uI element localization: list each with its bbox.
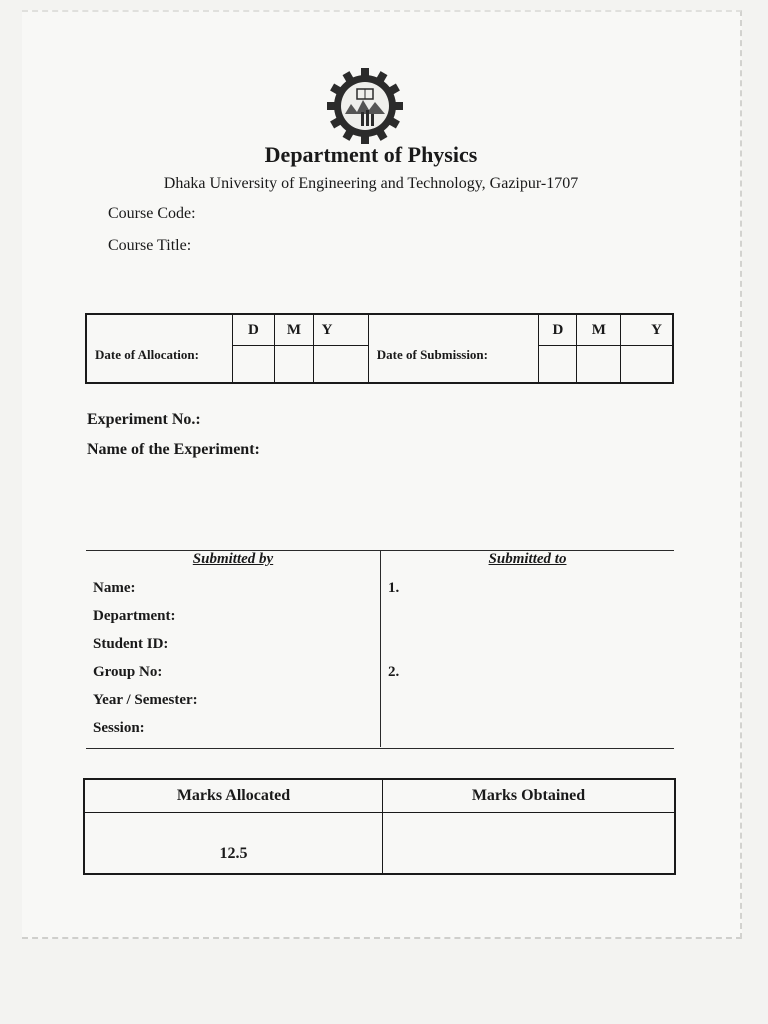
date-table [85, 313, 674, 384]
submission-day-cell[interactable] [539, 346, 577, 384]
course-code-label: Course Code: [108, 205, 196, 222]
allocation-month-cell[interactable] [275, 346, 313, 384]
university-name: Dhaka University of Engineering and Technology, Gazipur-1707 [163, 175, 579, 192]
group-number-label: Group No: [93, 664, 163, 680]
submission-divider [380, 550, 381, 747]
recipient-2-label: 2. [388, 664, 400, 680]
submission-month-cell[interactable] [577, 346, 621, 384]
marks-allocated-value: 12.5 [84, 813, 383, 875]
student-id-label: Student ID: [93, 636, 169, 652]
submission-year-cell[interactable] [621, 346, 673, 384]
allocation-day-cell[interactable] [232, 346, 275, 384]
marks-obtained-header: Marks Obtained [383, 779, 676, 813]
university-logo [321, 68, 409, 144]
marks-table [83, 778, 676, 875]
marks-allocated-header: Marks Allocated [84, 779, 383, 813]
recipient-1-label: 1. [388, 580, 400, 596]
allocation-day-header: D [232, 314, 275, 346]
experiment-number-label: Experiment No.: [87, 411, 201, 428]
allocation-month-header: M [275, 314, 313, 346]
student-name-label: Name: [93, 580, 136, 596]
allocation-date-label: Date of Allocation: [86, 314, 232, 383]
experiment-name-label: Name of the Experiment: [87, 441, 260, 458]
submitted-by-heading: Submitted by [192, 551, 274, 567]
marks-obtained-value[interactable] [383, 813, 676, 875]
department-label: Department: [93, 608, 176, 624]
submission-month-header: M [577, 314, 621, 346]
allocation-year-cell[interactable] [313, 346, 368, 384]
year-semester-label: Year / Semester: [93, 692, 198, 708]
submitted-to-heading: Submitted to [488, 551, 567, 567]
submission-day-header: D [539, 314, 577, 346]
course-title-label: Course Title: [108, 237, 192, 254]
department-title: Department of Physics [264, 142, 478, 167]
submission-year-header: Y [621, 314, 673, 346]
allocation-year-header: Y [313, 314, 368, 346]
session-label: Session: [93, 720, 145, 736]
submission-date-label: Date of Submission: [368, 314, 539, 383]
